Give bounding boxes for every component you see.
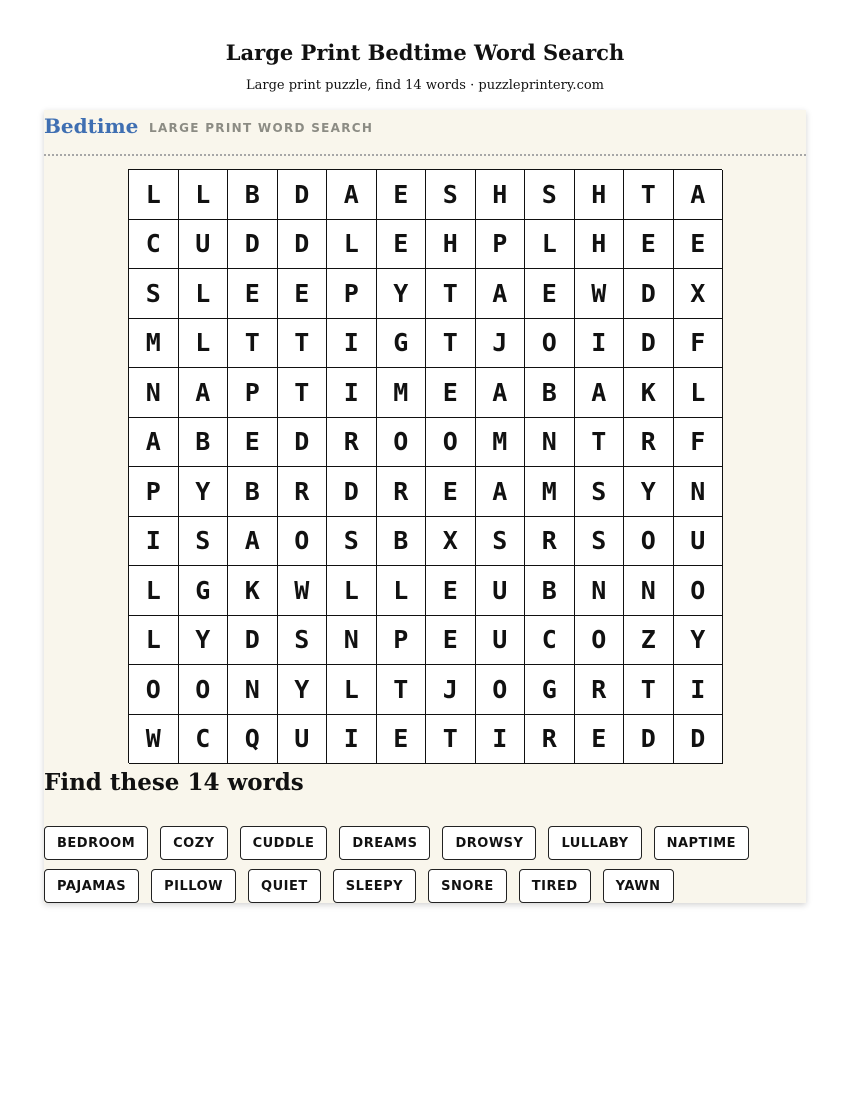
grid-cell[interactable]: E: [377, 170, 427, 220]
grid-cell[interactable]: L: [179, 170, 229, 220]
grid-cell[interactable]: F: [674, 418, 724, 468]
grid-cell[interactable]: O: [129, 665, 179, 715]
grid-cell[interactable]: I: [327, 319, 377, 369]
grid-cell[interactable]: D: [228, 220, 278, 270]
grid-cell[interactable]: R: [327, 418, 377, 468]
grid-cell[interactable]: R: [525, 715, 575, 765]
grid-cell[interactable]: O: [476, 665, 526, 715]
grid-cell[interactable]: L: [179, 269, 229, 319]
grid-cell[interactable]: B: [525, 368, 575, 418]
grid-cell[interactable]: N: [327, 616, 377, 666]
grid-cell[interactable]: D: [327, 467, 377, 517]
grid-cell[interactable]: E: [228, 269, 278, 319]
grid-cell[interactable]: S: [575, 467, 625, 517]
grid-cell[interactable]: O: [525, 319, 575, 369]
grid-cell[interactable]: K: [624, 368, 674, 418]
grid-cell[interactable]: U: [476, 566, 526, 616]
grid-cell[interactable]: L: [327, 220, 377, 270]
grid-cell[interactable]: U: [476, 616, 526, 666]
grid-cell[interactable]: E: [426, 616, 476, 666]
grid-cell[interactable]: E: [377, 220, 427, 270]
grid-cell[interactable]: W: [278, 566, 328, 616]
grid-cell[interactable]: D: [278, 220, 328, 270]
word-chip[interactable]: DROWSY: [442, 826, 536, 860]
grid-cell[interactable]: A: [476, 269, 526, 319]
word-chip[interactable]: SNORE: [428, 869, 507, 903]
grid-cell[interactable]: D: [624, 715, 674, 765]
grid-cell[interactable]: Y: [377, 269, 427, 319]
grid-cell[interactable]: U: [674, 517, 724, 567]
grid-cell[interactable]: G: [377, 319, 427, 369]
word-chip[interactable]: BEDROOM: [44, 826, 148, 860]
grid-cell[interactable]: D: [624, 319, 674, 369]
grid-cell[interactable]: B: [228, 170, 278, 220]
grid-cell[interactable]: R: [624, 418, 674, 468]
grid-cell[interactable]: T: [228, 319, 278, 369]
grid-cell[interactable]: M: [129, 319, 179, 369]
grid-cell[interactable]: E: [426, 467, 476, 517]
grid-cell[interactable]: S: [426, 170, 476, 220]
grid-cell[interactable]: Y: [624, 467, 674, 517]
grid-cell[interactable]: P: [129, 467, 179, 517]
grid-cell[interactable]: S: [327, 517, 377, 567]
grid-cell[interactable]: K: [228, 566, 278, 616]
grid-cell[interactable]: L: [129, 170, 179, 220]
grid-cell[interactable]: P: [377, 616, 427, 666]
word-chip[interactable]: TIRED: [519, 869, 591, 903]
grid-cell[interactable]: S: [525, 170, 575, 220]
grid-cell[interactable]: R: [575, 665, 625, 715]
grid-cell[interactable]: F: [674, 319, 724, 369]
grid-cell[interactable]: U: [179, 220, 229, 270]
grid-cell[interactable]: A: [476, 368, 526, 418]
word-chip[interactable]: DREAMS: [339, 826, 430, 860]
grid-cell[interactable]: E: [525, 269, 575, 319]
grid-cell[interactable]: J: [426, 665, 476, 715]
grid-cell[interactable]: I: [476, 715, 526, 765]
word-list-heading: Find these 14 words: [44, 769, 304, 796]
grid-cell[interactable]: X: [674, 269, 724, 319]
grid-cell[interactable]: S: [129, 269, 179, 319]
grid-cell[interactable]: G: [179, 566, 229, 616]
word-chip[interactable]: QUIET: [248, 869, 321, 903]
word-chip[interactable]: PILLOW: [151, 869, 236, 903]
grid-cell[interactable]: H: [575, 220, 625, 270]
grid-cell[interactable]: D: [278, 170, 328, 220]
grid-cell[interactable]: E: [575, 715, 625, 765]
grid-cell[interactable]: T: [278, 368, 328, 418]
grid-cell[interactable]: G: [525, 665, 575, 715]
grid-cell[interactable]: O: [377, 418, 427, 468]
grid-cell[interactable]: W: [129, 715, 179, 765]
grid-cell[interactable]: I: [575, 319, 625, 369]
grid-cell[interactable]: L: [179, 319, 229, 369]
grid-cell[interactable]: Y: [179, 616, 229, 666]
grid-cell[interactable]: I: [327, 368, 377, 418]
grid-cell[interactable]: W: [575, 269, 625, 319]
card-header: [44, 110, 806, 156]
grid-cell[interactable]: R: [377, 467, 427, 517]
grid-cell[interactable]: T: [377, 665, 427, 715]
grid-cell[interactable]: N: [575, 566, 625, 616]
puzzle-card: [44, 110, 806, 903]
page-subtitle: Large print puzzle, find 14 words · puzzleprintery.com: [245, 78, 605, 93]
grid-cell[interactable]: L: [327, 665, 377, 715]
grid-cell[interactable]: C: [179, 715, 229, 765]
grid-cell[interactable]: B: [228, 467, 278, 517]
grid-cell[interactable]: P: [228, 368, 278, 418]
grid-cell[interactable]: M: [476, 418, 526, 468]
grid-cell[interactable]: S: [278, 616, 328, 666]
grid-cell[interactable]: T: [624, 170, 674, 220]
grid-cell[interactable]: E: [674, 220, 724, 270]
grid-cell[interactable]: O: [426, 418, 476, 468]
word-chip[interactable]: NAPTIME: [654, 826, 750, 860]
grid-cell[interactable]: O: [674, 566, 724, 616]
word-chip[interactable]: YAWN: [603, 869, 674, 903]
grid-cell[interactable]: D: [278, 418, 328, 468]
grid-cell[interactable]: B: [525, 566, 575, 616]
grid-cell[interactable]: A: [179, 368, 229, 418]
grid-cell[interactable]: N: [525, 418, 575, 468]
grid-cell[interactable]: O: [575, 616, 625, 666]
grid-cell[interactable]: C: [129, 220, 179, 270]
grid-cell[interactable]: N: [129, 368, 179, 418]
grid-cell[interactable]: E: [426, 368, 476, 418]
grid-cell[interactable]: Z: [624, 616, 674, 666]
grid-cell[interactable]: C: [525, 616, 575, 666]
grid-cell[interactable]: A: [674, 170, 724, 220]
grid-cell[interactable]: Y: [674, 616, 724, 666]
grid-cell[interactable]: A: [228, 517, 278, 567]
grid-cell[interactable]: A: [476, 467, 526, 517]
grid-cell[interactable]: D: [624, 269, 674, 319]
grid-cell[interactable]: B: [179, 418, 229, 468]
grid-cell[interactable]: Y: [278, 665, 328, 715]
grid-cell[interactable]: N: [228, 665, 278, 715]
grid-cell[interactable]: X: [426, 517, 476, 567]
grid-cell[interactable]: E: [228, 418, 278, 468]
grid-cell[interactable]: O: [278, 517, 328, 567]
grid-cell[interactable]: T: [624, 665, 674, 715]
word-chip[interactable]: COZY: [160, 826, 227, 860]
grid-cell[interactable]: O: [179, 665, 229, 715]
grid-cell[interactable]: H: [426, 220, 476, 270]
grid-cell[interactable]: T: [426, 319, 476, 369]
grid-cell[interactable]: E: [377, 715, 427, 765]
grid-cell[interactable]: O: [624, 517, 674, 567]
grid-cell[interactable]: L: [377, 566, 427, 616]
grid-cell[interactable]: A: [327, 170, 377, 220]
grid-cell[interactable]: S: [476, 517, 526, 567]
letter-grid: [128, 169, 722, 763]
grid-cell[interactable]: R: [278, 467, 328, 517]
grid-cell[interactable]: T: [278, 319, 328, 369]
word-chip[interactable]: SLEEPY: [333, 869, 416, 903]
grid-cell[interactable]: Q: [228, 715, 278, 765]
grid-cell[interactable]: D: [228, 616, 278, 666]
grid-cell[interactable]: E: [624, 220, 674, 270]
theme-title: Bedtime: [44, 114, 139, 138]
grid-cell[interactable]: U: [278, 715, 328, 765]
grid-cell[interactable]: E: [426, 566, 476, 616]
word-bank: [44, 826, 806, 903]
grid-cell[interactable]: R: [525, 517, 575, 567]
word-chip[interactable]: CUDDLE: [240, 826, 328, 860]
grid-cell[interactable]: H: [575, 170, 625, 220]
grid-cell[interactable]: N: [674, 467, 724, 517]
grid-cell[interactable]: S: [575, 517, 625, 567]
word-chip[interactable]: PAJAMAS: [44, 869, 139, 903]
grid-cell[interactable]: A: [129, 418, 179, 468]
grid-cell[interactable]: D: [674, 715, 724, 765]
grid-cell[interactable]: Y: [179, 467, 229, 517]
grid-cell[interactable]: S: [179, 517, 229, 567]
grid-cell[interactable]: T: [426, 269, 476, 319]
grid-cell[interactable]: P: [476, 220, 526, 270]
grid-cell[interactable]: M: [377, 368, 427, 418]
grid-cell[interactable]: B: [377, 517, 427, 567]
page-title: Large Print Bedtime Word Search: [225, 40, 625, 65]
grid-cell[interactable]: P: [327, 269, 377, 319]
grid-cell[interactable]: A: [575, 368, 625, 418]
grid-cell[interactable]: I: [327, 715, 377, 765]
grid-cell[interactable]: J: [476, 319, 526, 369]
grid-cell[interactable]: T: [575, 418, 625, 468]
grid-cell[interactable]: L: [525, 220, 575, 270]
grid-cell[interactable]: M: [525, 467, 575, 517]
grid-cell[interactable]: L: [129, 616, 179, 666]
grid-cell[interactable]: L: [129, 566, 179, 616]
puzzle-kind-label: LARGE PRINT WORD SEARCH: [149, 121, 374, 135]
grid-cell[interactable]: N: [624, 566, 674, 616]
grid-cell[interactable]: I: [129, 517, 179, 567]
grid-cell[interactable]: H: [476, 170, 526, 220]
word-chip[interactable]: LULLABY: [548, 826, 641, 860]
grid-cell[interactable]: T: [426, 715, 476, 765]
grid-cell[interactable]: L: [674, 368, 724, 418]
grid-cell[interactable]: L: [327, 566, 377, 616]
grid-cell[interactable]: I: [674, 665, 724, 715]
grid-cell[interactable]: E: [278, 269, 328, 319]
